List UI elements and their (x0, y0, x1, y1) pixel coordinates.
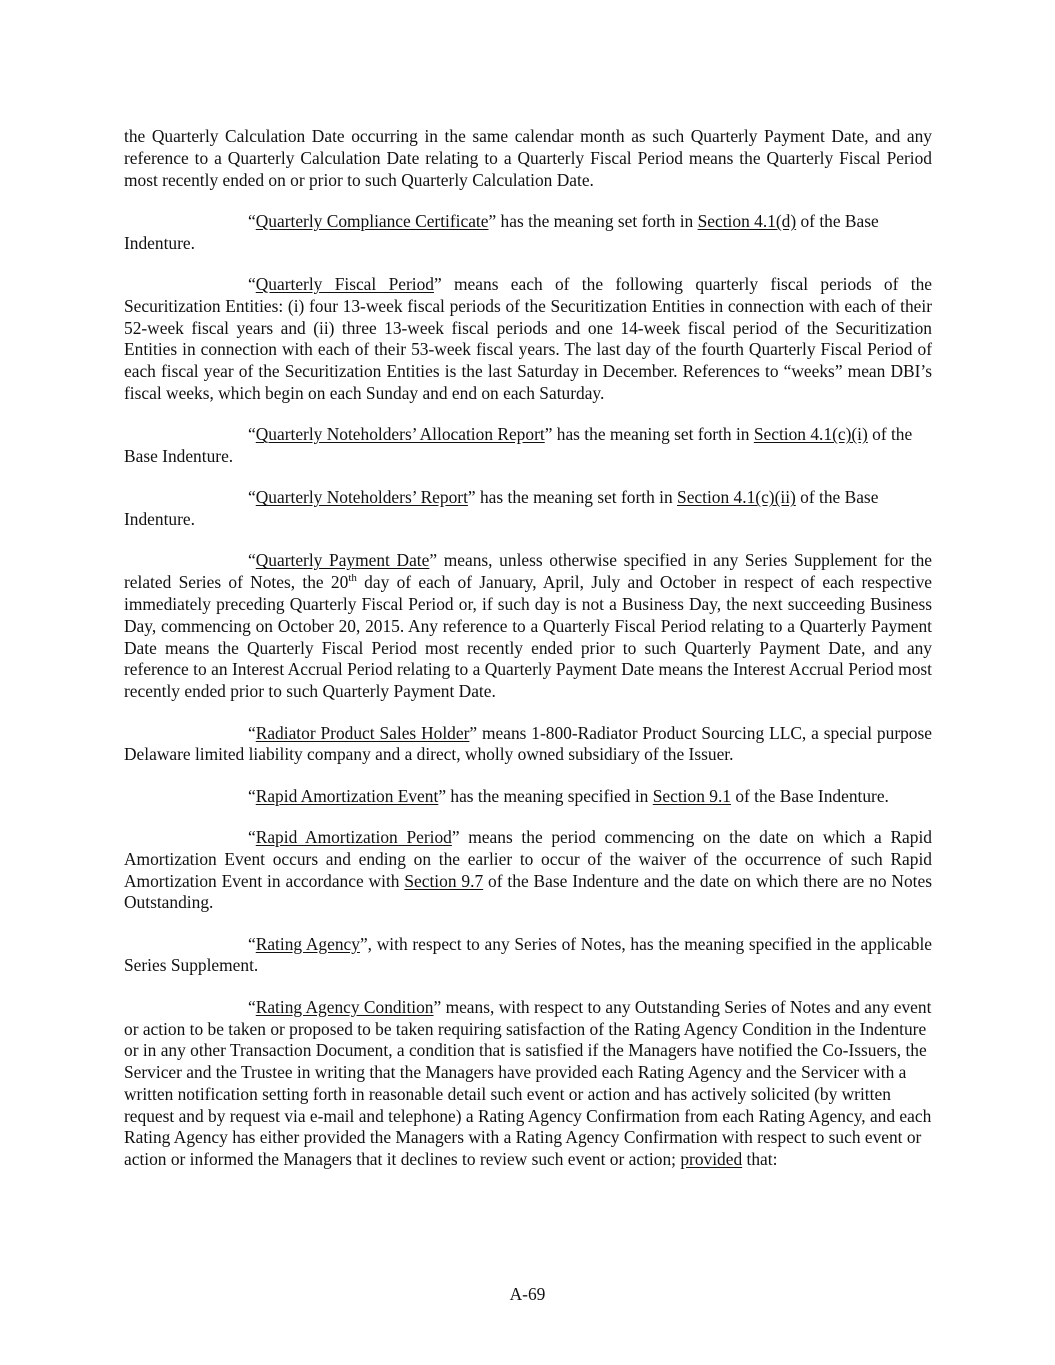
proviso-term: provided (680, 1149, 743, 1170)
definition-rapid-amortization-period: “Rapid Amortization Period” means the period commencing on the date on which a Rapid Amortization Event occurs and ending on the earlier to occur of the waiver of the occurrence of such Rapid Amortization Event in accordance with Section 9.7 of the Base Indenture and the date on which there are no Notes Outstanding. (124, 826, 932, 913)
definition-quarterly-payment-date: “Quarterly Payment Date” means, unless otherwise specified in any Series Supplement for the related Series of Notes, the 20th day of each of January, April, July and October in respect of each respective immediately preceding Quarterly Fiscal Period or, if such day is not a Business Day, the next succeeding Business Day, commencing on October 20, 2015. Any reference to a Quarterly Fiscal Period relating to a Quarterly Payment Date means the Quarterly Fiscal Period most recently ended prior to such Quarterly Payment Date, and any reference to an Interest Accrual Period relating to a Quarterly Payment Date means the Interest Accrual Period most recently ended prior to such Quarterly Payment Date. (124, 550, 933, 702)
definition-quarterly-compliance-certificate: “Quarterly Compliance Certificate” has the meaning set forth in Section 4.1(d) of the Base Indenture. (124, 210, 879, 253)
page-number: A-69 (509, 1284, 546, 1304)
defined-term: Quarterly Compliance Certificate (255, 210, 489, 231)
definition-rating-agency: “Rating Agency”, with respect to any Series of Notes, has the meaning specified in the applicable Series Supplement. (124, 933, 933, 976)
section-reference: Section 9.7 (404, 870, 484, 891)
defined-term: Rating Agency (255, 933, 360, 954)
paragraph-continuation: the Quarterly Calculation Date occurring in the same calendar month as such Quarterly Payment Date, and any reference to a Quarterly Calculation Date relating to a Quarterly Fiscal Period means the Quarterly Fiscal Period most recently ended on or prior to such Quarterly Calculation Date. (124, 126, 932, 190)
definition-quarterly-fiscal-period: “Quarterly Fiscal Period” means each of the following quarterly fiscal periods of the Securitization Entities: (i) four 13-week fiscal periods of the Securitization Entities in connection with each of their 52-week fiscal years and (ii) three 13-week fiscal periods and one 14-week fiscal period of the Securitization Entities in connection with each of their 53-week fiscal years. The last day of the fourth Quarterly Fiscal Period of each fiscal year of the Securitization Entities is the last Saturday in December. References to “weeks” mean DBI’s fiscal weeks, which begin on each Sunday and end on each Saturday. (124, 273, 932, 403)
defined-term: Quarterly Noteholders’ Allocation Report (255, 424, 545, 445)
section-reference: Section 4.1(c)(ii) (677, 487, 796, 508)
defined-term: Radiator Product Sales Holder (255, 722, 470, 743)
definition-rating-agency-condition: “Rating Agency Condition” means, with respect to any Outstanding Series of Notes and any event or action to be taken or proposed to be taken requiring satisfaction of the Rating Agency Condition in the Indenture or in any other Transaction Document, a condition that is satisfied if the Managers have notified the Co-Issuers, the Servicer and the Trustee in writing that the Managers have provided each Rating Agency and the Servicer with a written notification setting forth in reasonable detail such event or action and has actively solicited (by written request and by request via e-mail and telephone) a Rating Agency Confirmation from each Rating Agency, and each Rating Agency has either provided the Managers with a Rating Agency Confirmation with respect to such event or action or informed the Managers that it declines to review such event or action; provided that: (124, 996, 932, 1170)
defined-term: Quarterly Fiscal Period (255, 273, 434, 294)
defined-term: Rapid Amortization Period (255, 826, 452, 847)
definition-quarterly-noteholders-report: “Quarterly Noteholders’ Report” has the meaning set forth in Section 4.1(c)(ii) of the Base Indenture. (124, 487, 879, 530)
ordinal-suffix: th (348, 572, 357, 585)
defined-term: Quarterly Payment Date (255, 550, 430, 571)
section-reference: Section 4.1(d) (697, 210, 797, 231)
definition-radiator-product-sales-holder: “Radiator Product Sales Holder” means 1-800-Radiator Product Sourcing LLC, a special purpose Delaware limited liability company and a direct, wholly owned subsidiary of the Issuer. (124, 722, 932, 765)
document-body (124, 126, 932, 1191)
defined-term: Rapid Amortization Event (255, 785, 439, 806)
section-reference: Section 4.1(c)(i) (753, 424, 868, 445)
section-reference: Section 9.1 (652, 785, 731, 806)
definition-rapid-amortization-event: “Rapid Amortization Event” has the meaning specified in Section 9.1 of the Base Indenture. (248, 785, 889, 806)
definition-quarterly-noteholders-allocation-report: “Quarterly Noteholders’ Allocation Report” has the meaning set forth in Section 4.1(c)(i) of the Base Indenture. (124, 424, 913, 467)
defined-term: Rating Agency Condition (255, 996, 434, 1017)
defined-term: Quarterly Noteholders’ Report (255, 487, 468, 508)
